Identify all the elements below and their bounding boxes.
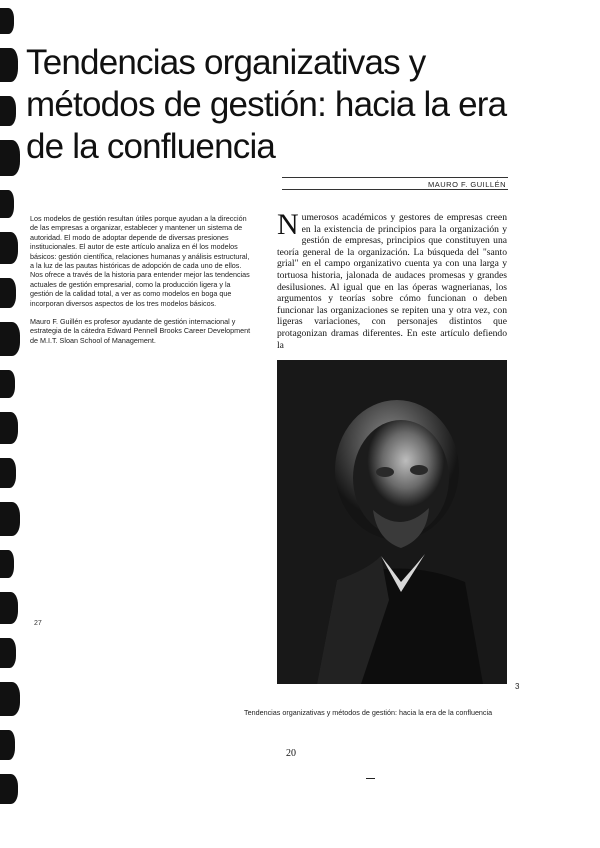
page-number: 20 <box>286 748 296 759</box>
author-bio: Mauro F. Guillén es profesor ayudante de gestión internacional y estrategia de la cátedra Edward Pennell Brooks Career Development de M.I.T. Sloan School of Management. <box>30 317 251 345</box>
margin-mark-left: 27 <box>34 620 42 627</box>
body-text <box>277 208 507 351</box>
portrait-photo <box>277 360 507 684</box>
dropcap: N <box>277 208 299 241</box>
title-line-2: métodos de gestión: hacia la era <box>26 85 507 124</box>
portrait-illustration <box>277 360 507 684</box>
author-name: MAURO F. GUILLÉN <box>427 180 506 189</box>
title-line-1: Tendencias organizativas y <box>26 43 426 82</box>
figure-caption: Tendencias organizativas y métodos de gestión: hacia la era de la confluencia <box>244 708 493 717</box>
margin-mark-right: 3 <box>515 682 520 691</box>
footer-dash <box>366 778 375 779</box>
article-title <box>26 42 506 168</box>
body-paragraph: umerosos académicos y gestores de empresas creen en la existencia de principios para la organización y gestión de empresas, principios que constituyen una teoría general de la organización. La búsqueda del "santo grial" en el campo organizativo cuenta ya con una larga y tortuosa historia, jalonada de audaces promesas y grandes desilusiones. Al igual que en las óperas wagnerianas, los argumentos y teorías sobre cómo funcionan o deben funcionar las organizaciones se repiten una y otra vez, con ligeras variaciones, con personajes distintos que protagonizan dramas diferentes. En este artículo defiendo la <box>277 212 507 351</box>
abstract-paragraph: Los modelos de gestión resultan útiles porque ayudan a la dirección de las empresas a organizar, establecer y mantener un sistema de autoridad. El modo de adoptar depende de diversas presiones institucionales. El autor de este artículo analiza en él los modelos básicos: gestión científica, relaciones humanas y análisis estructural, a la luz de las pautas históricas de adopción de cada uno de ellos. Nos ofrece a través de la historia para entender mejor las tendencias actuales de gestión empresarial, como la producción ligera y la gestión de la calidad total, a ver as como modelos en boga que incorporan diversos aspectos de los tres modelos básicos. <box>30 214 250 308</box>
title-line-3: de la confluencia <box>26 127 276 166</box>
binding-edge <box>0 0 24 848</box>
abstract <box>30 214 252 354</box>
byline-rule-top <box>282 177 508 178</box>
byline-rule-bottom <box>282 189 508 190</box>
